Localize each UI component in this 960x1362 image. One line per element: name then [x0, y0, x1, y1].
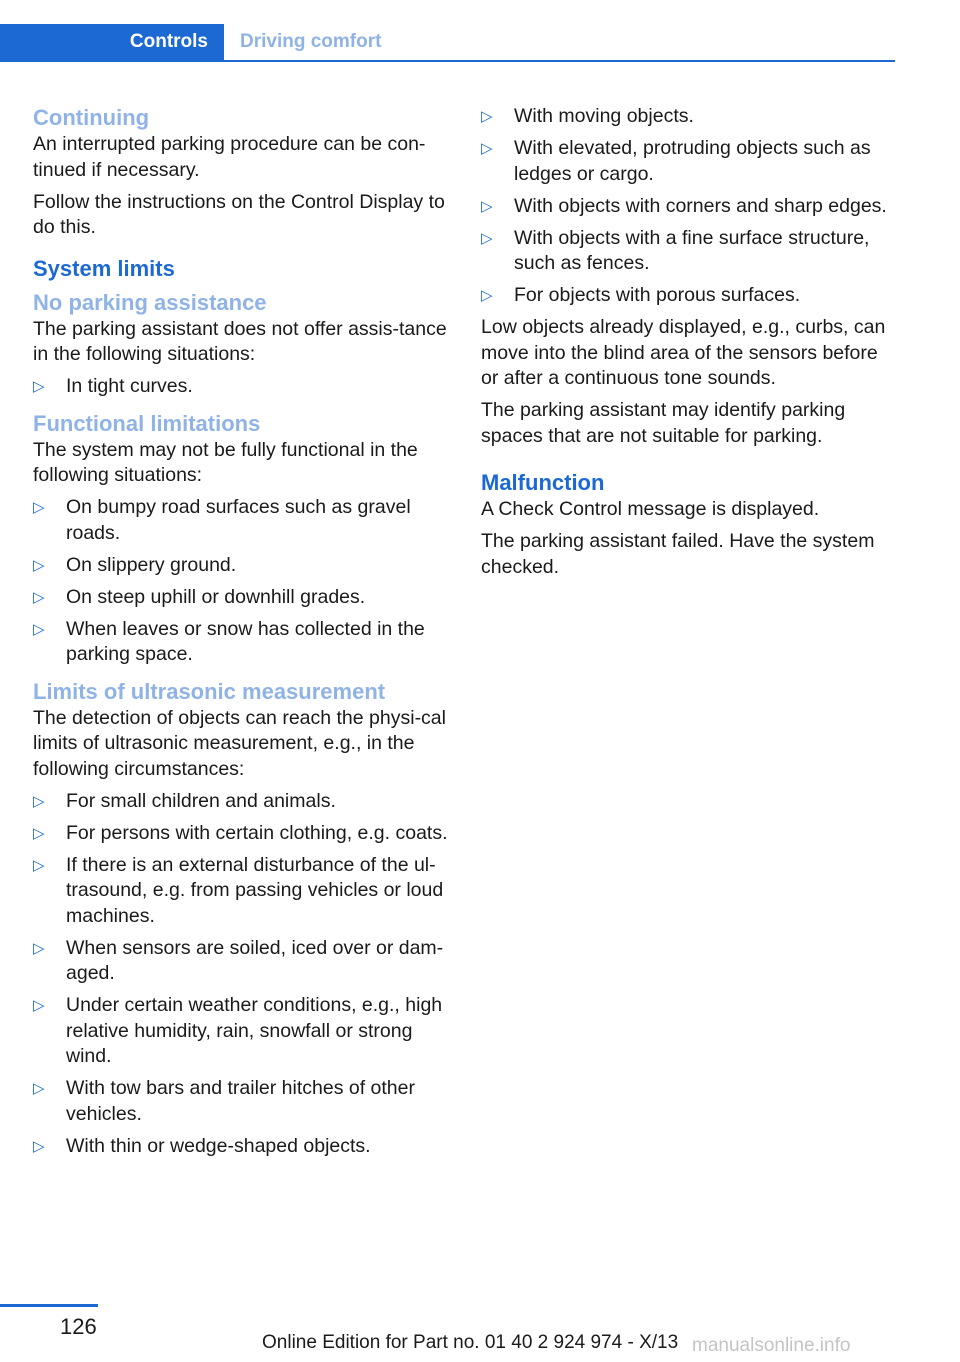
list-item: ▷ If there is an external disturbance of the ul‐trasound, e.g. from passing vehicles or loud machines.: [33, 853, 444, 927]
list-item: ▷ With tow bars and trailer hitches of other vehicles.: [33, 1077, 415, 1125]
bullet-triangle-icon: ▷: [33, 824, 45, 842]
heading-continuing: Continuing: [33, 105, 150, 130]
list-item: ▷ When leaves or snow has collected in the parking space.: [33, 617, 425, 665]
unsuitable-spaces-paragraph: The parking assistant may identify parking spaces that are not suitable for parking.: [481, 399, 846, 447]
no-assist-paragraph: The parking assistant does not offer assis‐tance in the following situations:: [33, 317, 447, 365]
continuing-paragraph-1: An interrupted parking procedure can be con‐tinued if necessary.: [33, 133, 426, 181]
list-item: ▷ For small children and animals.: [33, 789, 451, 815]
heading-no-parking-assistance: No parking assistance: [33, 289, 267, 315]
list-item: ▷ When sensors are soiled, iced over or dam‐aged.: [33, 936, 444, 984]
list-item: ▷ With elevated, protruding objects such as ledges or cargo.: [481, 137, 871, 185]
section-tabbar: [0, 24, 895, 62]
ultra-list: [33, 789, 451, 1160]
bullet-triangle-icon: ▷: [33, 588, 45, 606]
malfunction-paragraph-2: The parking assistant failed. Have the system checked.: [481, 530, 875, 578]
bullet-triangle-icon: ▷: [33, 997, 45, 1014]
footer-rule: [0, 1304, 98, 1307]
continuing-paragraph-2: Follow the instructions on the Control Display to do this.: [33, 190, 445, 238]
bullet-triangle-icon: ▷: [481, 108, 493, 125]
header-rule: [0, 60, 895, 62]
bullet-triangle-icon: ▷: [33, 939, 45, 957]
bullet-triangle-icon: ▷: [33, 1137, 45, 1155]
bullet-triangle-icon: ▷: [33, 556, 45, 574]
list-item: ▷ With objects with corners and sharp edges.: [481, 194, 899, 220]
bullet-triangle-icon: ▷: [33, 1080, 45, 1097]
bullet-triangle-icon: ▷: [481, 140, 493, 157]
bullet-triangle-icon: ▷: [33, 499, 45, 516]
ultra-list-continued: [481, 104, 899, 309]
bullet-triangle-icon: ▷: [33, 378, 45, 395]
bullet-triangle-icon: ▷: [33, 620, 45, 638]
list-item: ▷ On slippery ground.: [33, 553, 451, 579]
heading-ultrasonic-limits: Limits of ultrasonic measurement: [33, 678, 386, 704]
list-item: ▷ Under certain weather conditions, e.g., high relative humidity, rain, snowfall or strong wind.: [33, 994, 443, 1067]
heading-malfunction: Malfunction: [481, 470, 605, 495]
bullet-triangle-icon: ▷: [33, 856, 45, 874]
func-paragraph: The system may not be fully functional in the following situations:: [33, 438, 418, 486]
no-assist-list: [33, 374, 451, 400]
func-list: [33, 495, 451, 668]
heading-functional-limitations: Functional limitations: [33, 410, 261, 436]
low-objects-paragraph: Low objects already displayed, e.g., curbs, can move into the blind area of the sensors before or after a continuous tone sounds.: [481, 316, 886, 389]
watermark: manualsonline.info: [692, 1335, 851, 1356]
list-item: ▷ For objects with porous surfaces.: [481, 283, 899, 309]
ultra-paragraph: The detection of objects can reach the physi‐cal limits of ultrasonic measurement, e.g., in the following circumstances:: [33, 706, 446, 780]
list-item: ▷ With moving objects.: [481, 104, 899, 130]
list-item: ▷ On bumpy road surfaces such as gravel roads.: [33, 496, 411, 544]
list-item: ▷ With objects with a fine surface structure, such as fences.: [481, 226, 870, 274]
bullet-triangle-icon: ▷: [33, 792, 45, 810]
list-item: ▷ On steep uphill or downhill grades.: [33, 585, 451, 611]
tab-controls: Controls: [0, 24, 224, 60]
list-item: ▷ For persons with certain clothing, e.g. coats.: [33, 821, 451, 847]
edition-note: Online Edition for Part no. 01 40 2 924 974 - X/13: [262, 1332, 679, 1353]
list-item: ▷ With thin or wedge-shaped objects.: [33, 1134, 451, 1160]
page-number: 126: [60, 1314, 97, 1339]
tab-driving-comfort: Driving comfort: [240, 31, 382, 52]
heading-system-limits: System limits: [33, 255, 175, 281]
bullet-triangle-icon: ▷: [481, 287, 493, 304]
list-item: ▷ In tight curves.: [33, 374, 451, 400]
bullet-triangle-icon: ▷: [481, 197, 493, 215]
bullet-triangle-icon: ▷: [481, 229, 493, 247]
right-column: [481, 104, 899, 587]
malfunction-paragraph-1: A Check Control message is displayed.: [481, 498, 820, 520]
left-column: [33, 104, 451, 1166]
